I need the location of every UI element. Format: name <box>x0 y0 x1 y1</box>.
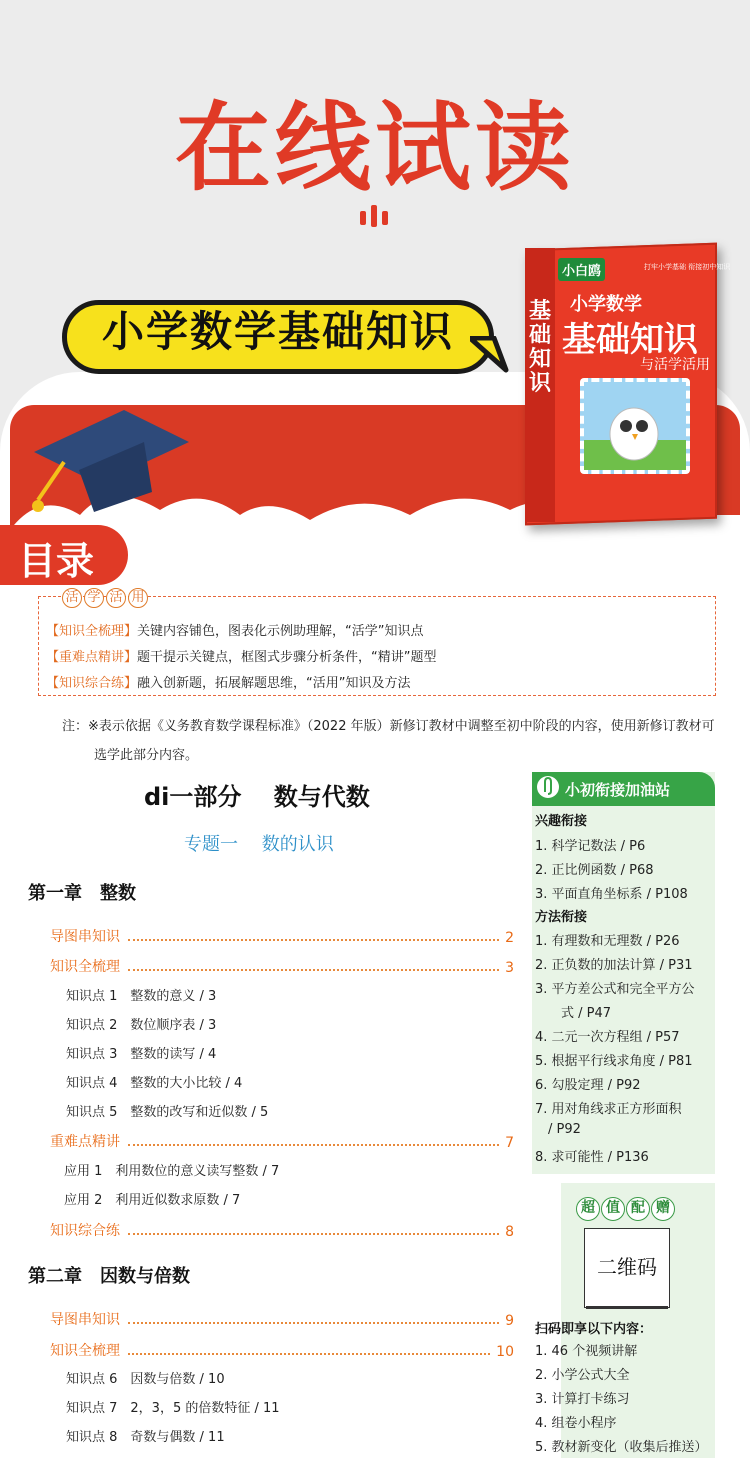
toc-page: 2 <box>505 930 514 946</box>
toc-point[interactable]: 知识点 8 奇数与偶数 / 11 <box>66 1430 225 1445</box>
legend-heading <box>62 586 150 608</box>
toc-section-label: 重难点精讲 <box>50 1134 120 1150</box>
toc-application[interactable]: 应用 1 利用数位的意义读写整数 / 7 <box>64 1164 280 1179</box>
title-decoration <box>360 205 390 227</box>
toc-page: 10 <box>496 1344 514 1360</box>
toc-point[interactable]: 知识点 3 整数的读写 / 4 <box>66 1047 217 1062</box>
leader-dots <box>128 969 499 971</box>
toc-section-label: 知识全梳理 <box>50 959 120 975</box>
book-tagline: 打牢小学基础 衔接初中知识 <box>644 263 731 271</box>
topic-heading: 专题一 数的认识 <box>184 834 334 855</box>
chapter-title: 第二章 因数与倍数 <box>28 1266 190 1287</box>
gift-heading-char: 值 <box>601 1197 625 1221</box>
gift-item: 5. 教材新变化（收集后推送） <box>535 1440 708 1455</box>
contents-tab-label: 目录 <box>18 539 95 583</box>
leader-dots <box>128 1322 499 1324</box>
toc-section[interactable] <box>50 1129 514 1151</box>
toc-point[interactable]: 知识点 4 整数的大小比较 / 4 <box>66 1076 243 1091</box>
toc-page: 9 <box>505 1313 514 1329</box>
sidebar-item[interactable]: 2. 正负数的加法计算 / P31 <box>535 958 693 973</box>
toc-section-label: 导图串知识 <box>50 929 120 945</box>
legend-row <box>46 646 437 665</box>
chapter-title: 第一章 整数 <box>28 883 136 904</box>
page-title: 在线试读 <box>175 92 575 204</box>
sidebar-item-cont[interactable]: 式 / P47 <box>561 1006 612 1021</box>
toc-section-label: 知识综合练 <box>50 1223 120 1239</box>
legend-heading-char: 学 <box>84 588 104 608</box>
toc-section[interactable] <box>50 924 514 946</box>
sidebar-category: 兴趣衔接 <box>535 814 588 829</box>
sidebar-item[interactable]: 3. 平方差公式和完全平方公 <box>535 982 695 997</box>
gift-item: 2. 小学公式大全 <box>535 1368 630 1383</box>
toc-page: 3 <box>505 960 514 976</box>
toc-section-label: 知识全梳理 <box>50 1343 120 1359</box>
qr-underline <box>586 1306 668 1309</box>
gift-heading-char: 配 <box>626 1197 650 1221</box>
footnote: 注：※表示依据《义务教育数学课程标准》（2022 年版）新修订教材中调整至初中阶段的内容，使用新修订教材可选学此部分内容。 <box>62 719 715 763</box>
toc-section[interactable] <box>50 1218 514 1240</box>
book-illustration <box>580 378 690 474</box>
sidebar-item[interactable]: 8. 求可能性 / P136 <box>535 1150 649 1165</box>
toc-point[interactable]: 知识点 1 整数的意义 / 3 <box>66 989 217 1004</box>
toc-page: 7 <box>505 1135 514 1151</box>
gift-heading-char: 赠 <box>651 1197 675 1221</box>
toc-point[interactable]: 知识点 5 整数的改写和近似数 / 5 <box>66 1105 269 1120</box>
gift-item: 4. 组卷小程序 <box>535 1416 617 1431</box>
gift-item: 1. 46 个视频讲解 <box>535 1344 638 1359</box>
toc-section-label: 导图串知识 <box>50 1312 120 1328</box>
leader-dots <box>128 939 499 941</box>
legend-row <box>46 620 424 639</box>
legend-desc: 融入创新题，拓展解题思维，“活用”知识及方法 <box>137 676 411 691</box>
toc-point[interactable]: 知识点 6 因数与倍数 / 10 <box>66 1372 225 1387</box>
leader-dots <box>128 1144 499 1146</box>
sidebar-item-cont[interactable]: / P92 <box>548 1122 581 1137</box>
sidebar-item[interactable]: 4. 二元一次方程组 / P57 <box>535 1030 680 1045</box>
bird-icon <box>584 382 686 470</box>
sidebar-item[interactable]: 1. 有理数和无理数 / P26 <box>535 934 680 949</box>
sidebar-item[interactable]: 6. 勾股定理 / P92 <box>535 1078 641 1093</box>
legend-heading-char: 活 <box>62 588 82 608</box>
sidebar-title: 小初衔接加油站 <box>565 781 671 799</box>
toc-section[interactable] <box>50 1307 514 1329</box>
toc-point[interactable]: 知识点 2 数位顺序表 / 3 <box>66 1018 217 1033</box>
graduation-cap-icon <box>24 402 194 522</box>
sidebar-item[interactable]: 3. 平面直角坐标系 / P108 <box>535 887 688 902</box>
book-title-line3: 与活学活用 <box>640 357 710 373</box>
paperclip-icon <box>536 772 560 802</box>
legend-heading-char: 活 <box>106 588 126 608</box>
gift-heading-char: 超 <box>576 1197 600 1221</box>
legend-row <box>46 672 411 691</box>
book-brand: 小白鸥 <box>558 258 605 281</box>
toc-section[interactable] <box>50 954 514 976</box>
part-heading: di一部分 数与代数 <box>144 783 370 811</box>
sidebar-item[interactable]: 7. 用对角线求正方形面积 <box>535 1102 682 1117</box>
gift-lead-text: 扫码即享以下内容： <box>535 1322 653 1337</box>
gift-heading <box>576 1197 676 1221</box>
sidebar-item[interactable]: 1. 科学记数法 / P6 <box>535 839 646 854</box>
leader-dots <box>128 1233 499 1235</box>
subtitle-text: 小学数学基础知识 <box>101 307 454 356</box>
legend-key: 【重难点精讲】 <box>46 650 138 665</box>
legend-desc: 关键内容铺色，图表化示例助理解，“活学”知识点 <box>137 624 424 639</box>
toc-application[interactable]: 应用 2 利用近似数求原数 / 7 <box>64 1193 241 1208</box>
toc-section[interactable] <box>50 1338 514 1360</box>
sidebar-item[interactable]: 5. 根据平行线求角度 / P81 <box>535 1054 693 1069</box>
legend-key: 【知识全梳理】 <box>46 624 138 639</box>
leader-dots <box>128 1353 490 1355</box>
toc-point[interactable]: 知识点 7 2，3，5 的倍数特征 / 11 <box>66 1401 280 1416</box>
legend-desc: 题干提示关键点，框图式步骤分析条件，“精讲”题型 <box>137 650 437 665</box>
gift-item: 3. 计算打卡练习 <box>535 1392 630 1407</box>
toc-page: 8 <box>505 1224 514 1240</box>
book-title-line2: 基础知识 <box>562 320 698 360</box>
book-spine-text: 基础知识 <box>528 299 551 396</box>
sidebar-item[interactable]: 2. 正比例函数 / P68 <box>535 863 654 878</box>
legend-heading-char: 用 <box>128 588 148 608</box>
qr-code[interactable]: 二维码 <box>584 1228 670 1308</box>
sidebar-category: 方法衔接 <box>535 910 588 925</box>
legend-key: 【知识综合练】 <box>46 676 138 691</box>
book-title-line1: 小学数学 <box>570 294 642 315</box>
